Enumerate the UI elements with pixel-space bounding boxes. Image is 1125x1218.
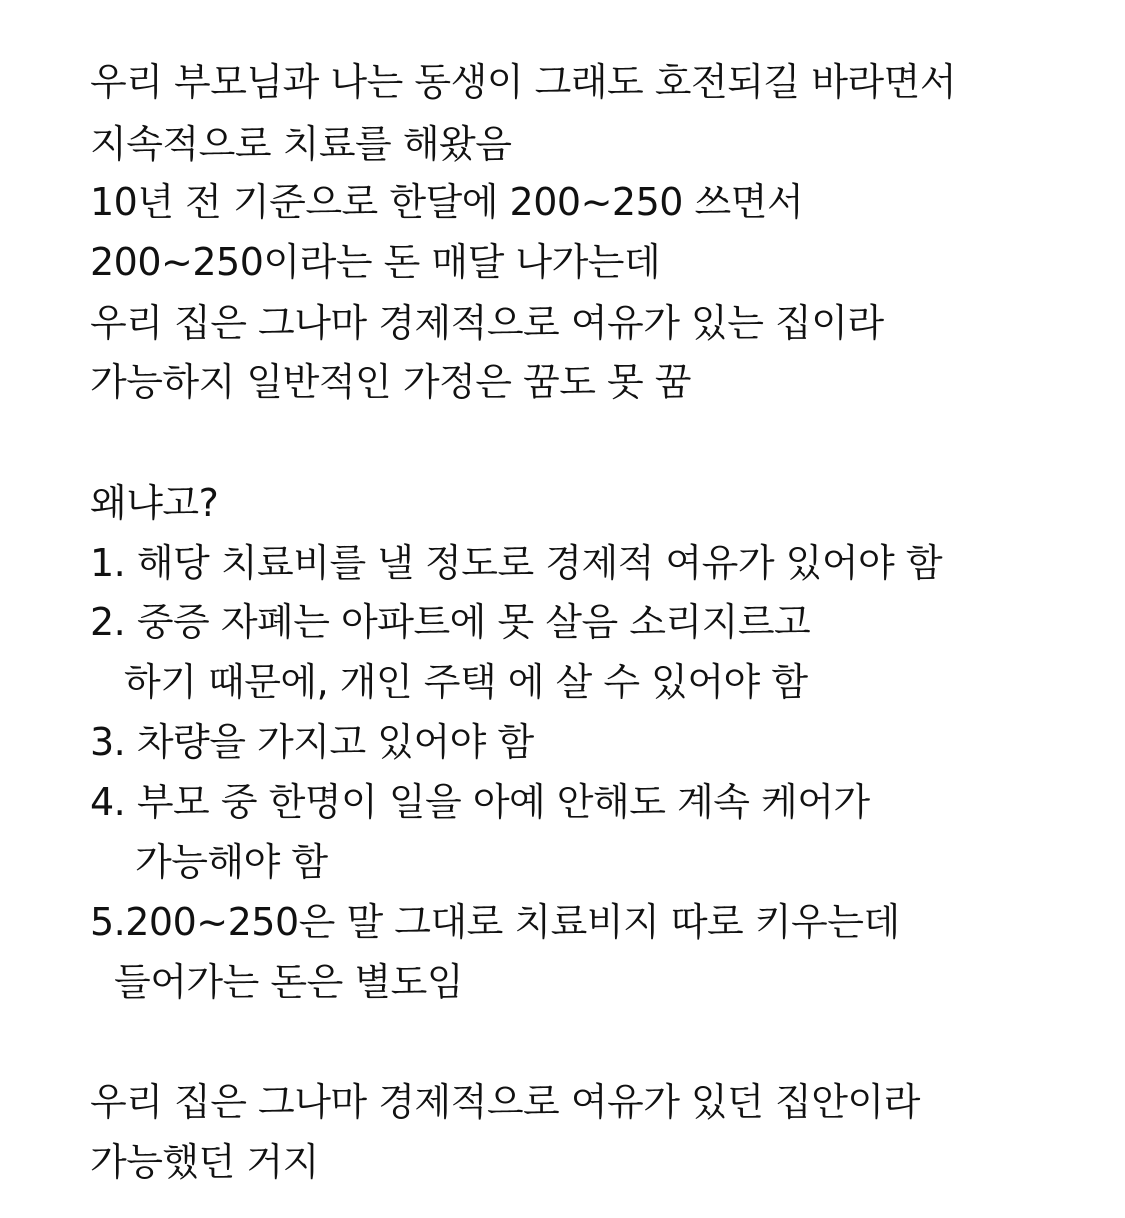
text-line: 10년 전 기준으로 한달에 200~250 쓰면서 bbox=[90, 180, 804, 224]
question-line: 왜냐고? bbox=[90, 481, 219, 525]
text-line: 우리 집은 그나마 경제적으로 여유가 있는 집이라 bbox=[90, 301, 884, 345]
reason-item-continuation: 들어가는 돈은 별도임 bbox=[114, 960, 464, 1004]
text-line: 지속적으로 치료를 해왔음 bbox=[90, 122, 512, 166]
text-line: 200~250이라는 돈 매달 나가는데 bbox=[90, 240, 661, 284]
reason-item-continuation: 하기 때문에, 개인 주택 에 살 수 있어야 함 bbox=[124, 660, 808, 704]
conclusion-line: 가능했던 거지 bbox=[90, 1140, 319, 1184]
text-line: 우리 부모님과 나는 동생이 그래도 호전되길 바라면서 bbox=[90, 60, 957, 104]
reason-item: 3. 차량을 가지고 있어야 함 bbox=[90, 720, 534, 764]
reason-item: 5.200~250은 말 그대로 치료비지 따로 키우는데 bbox=[90, 900, 900, 944]
text-line: 가능하지 일반적인 가정은 꿈도 못 꿈 bbox=[90, 360, 692, 404]
reason-item-continuation: 가능해야 함 bbox=[135, 840, 328, 884]
reason-item: 4. 부모 중 한명이 일을 아예 안해도 계속 케어가 bbox=[90, 780, 870, 824]
reason-item: 2. 중증 자폐는 아파트에 못 살음 소리지르고 bbox=[90, 600, 811, 644]
reason-item: 1. 해당 치료비를 낼 정도로 경제적 여유가 있어야 함 bbox=[90, 541, 943, 585]
conclusion-line: 우리 집은 그나마 경제적으로 여유가 있던 집안이라 bbox=[90, 1080, 920, 1124]
